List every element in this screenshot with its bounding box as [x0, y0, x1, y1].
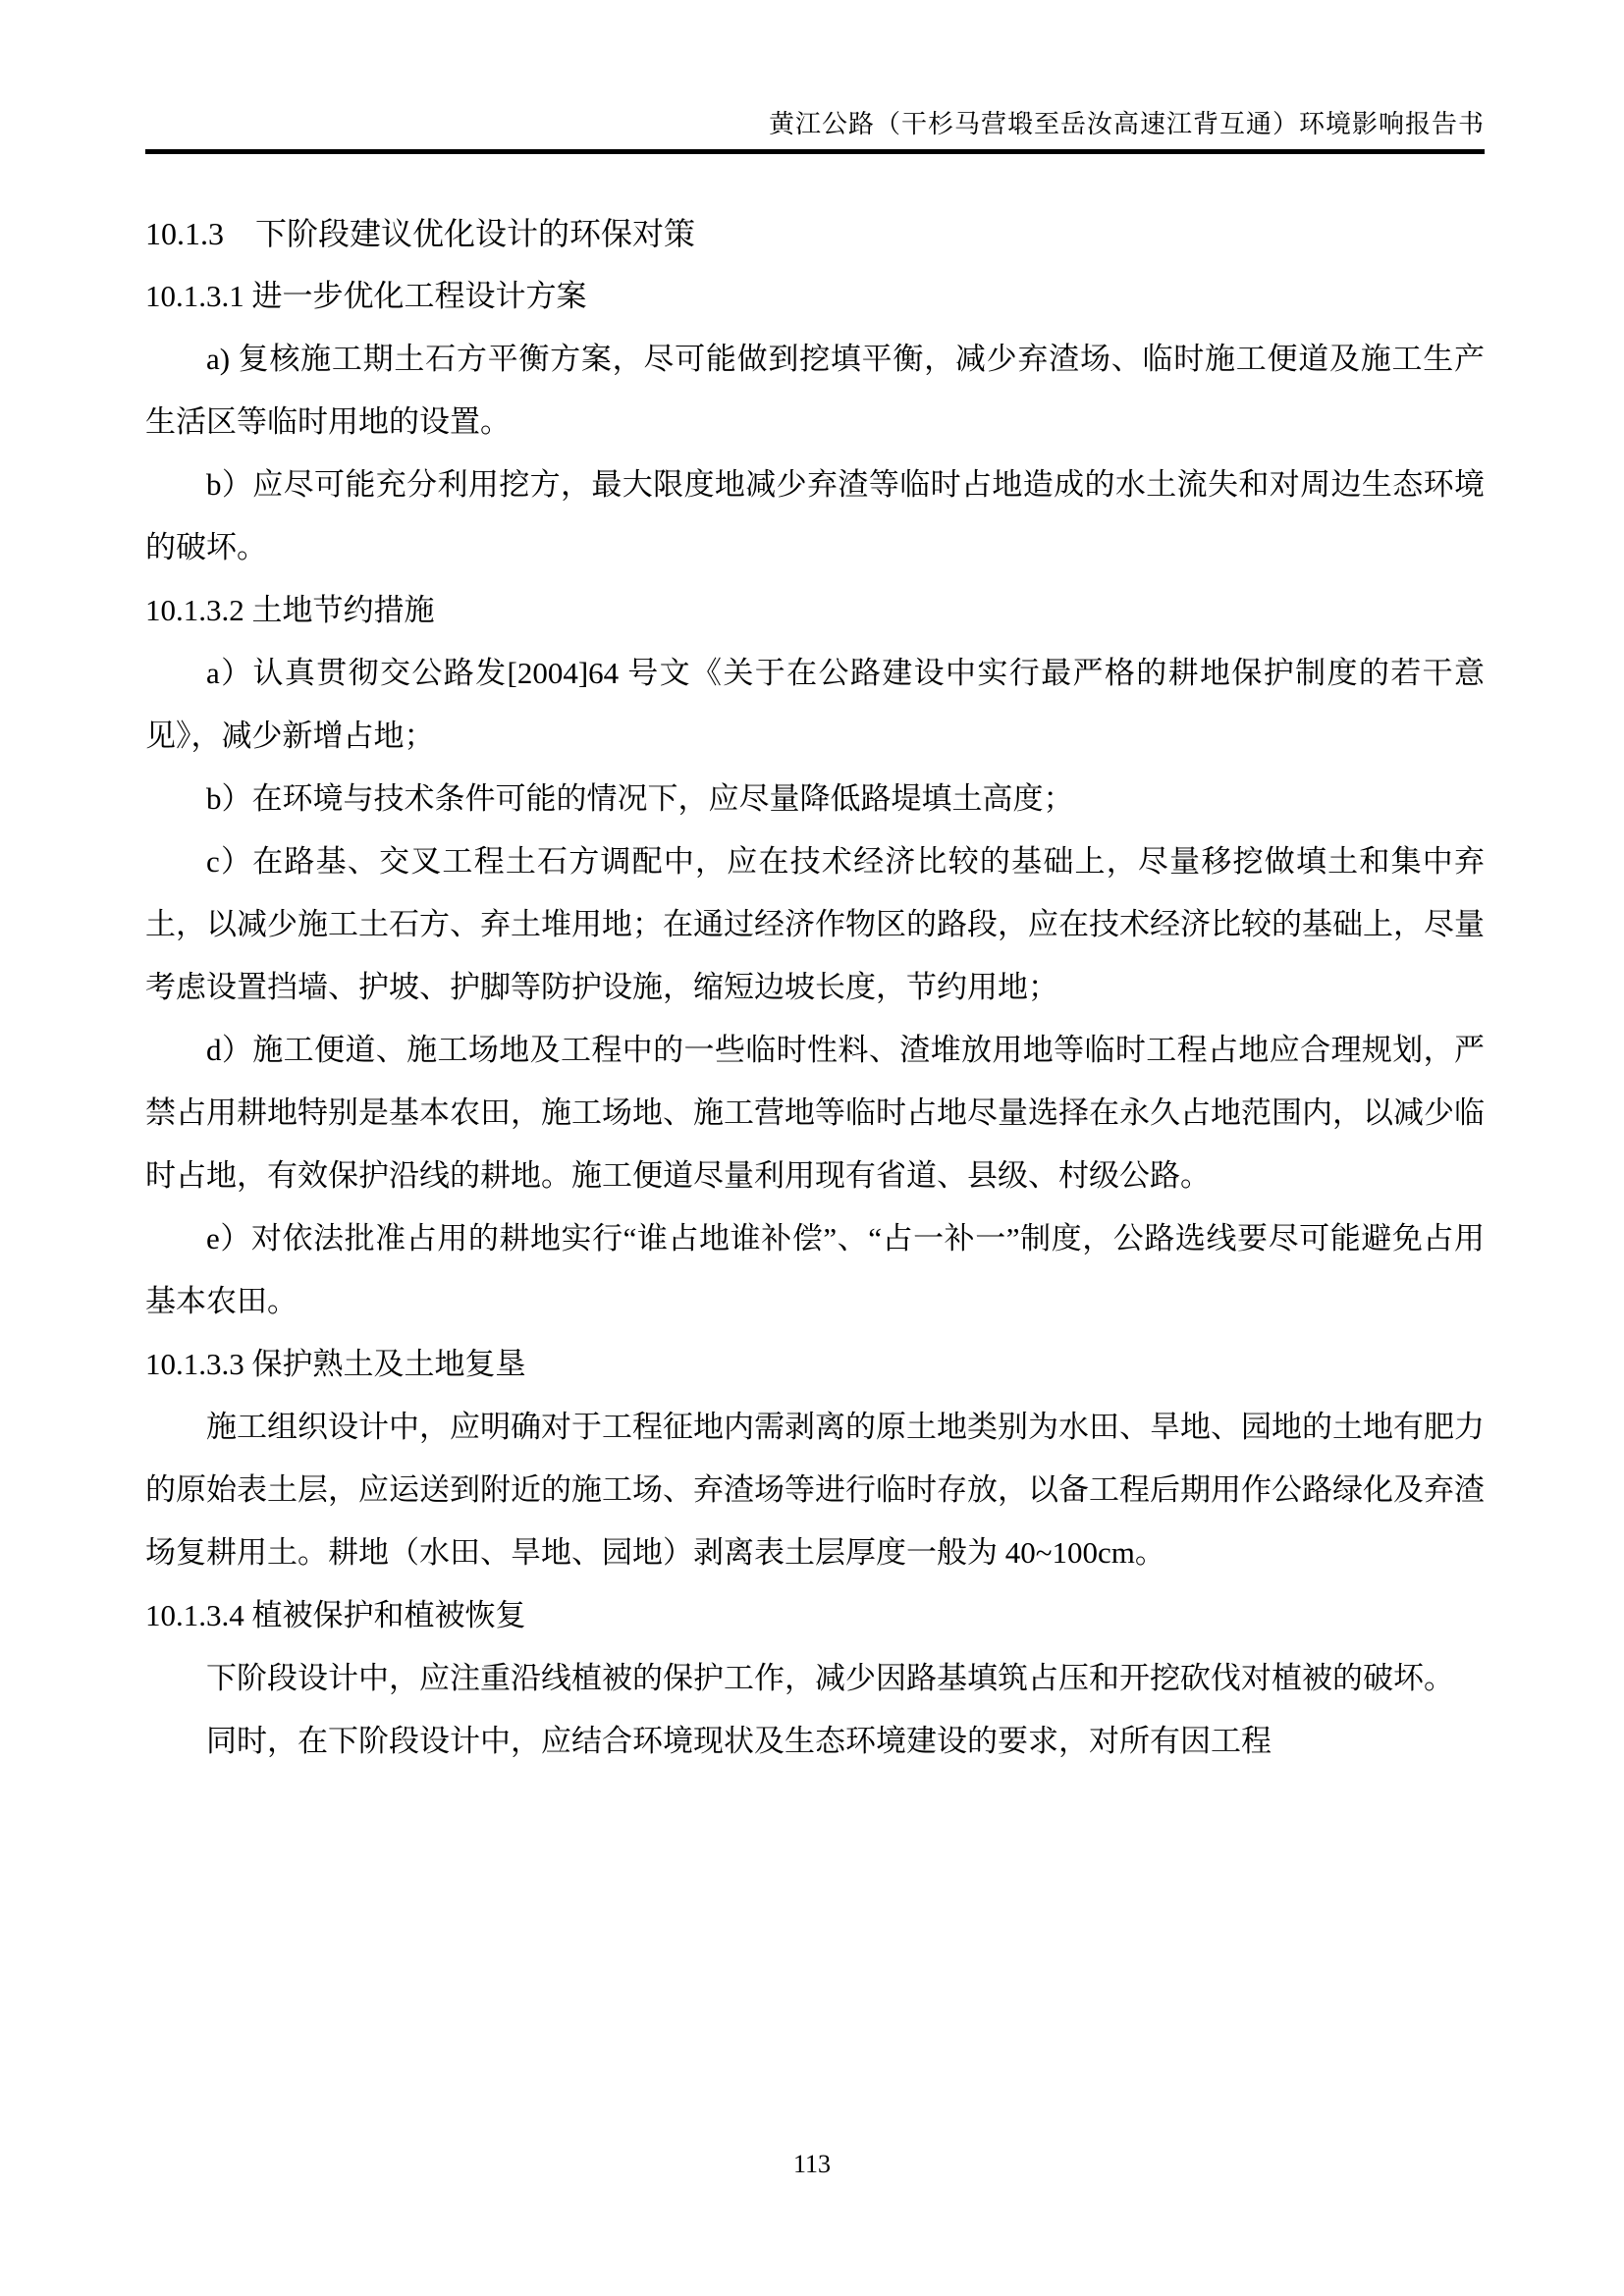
section-heading-10-1-3-2: 10.1.3.2 土地节约措施: [145, 593, 435, 627]
paragraph-item-a: a) 复核施工期土石方平衡方案，尽可能做到挖填平衡，减少弃渣场、临时施工便道及施工生产生活区等临时用地的设置。: [145, 342, 1485, 439]
page-header-title: 黄江公路（干杉马营塅至岳汝高速江背互通）环境影响报告书: [768, 110, 1485, 138]
section-heading-10-1-3: 10.1.3 下阶段建议优化设计的环保对策: [145, 216, 696, 251]
paragraph-vegetation-1: 下阶段设计中，应注重沿线植被的保护工作，减少因路基填筑占压和开挖砍伐对植被的破坏。: [206, 1661, 1454, 1695]
paragraph-vegetation-2: 同时，在下阶段设计中，应结合环境现状及生态环境建设的要求，对所有因工程: [206, 1724, 1272, 1758]
section-heading-10-1-3-1: 10.1.3.1 进一步优化工程设计方案: [145, 279, 587, 313]
paragraph-item-e2: e）对依法批准占用的耕地实行“谁占地谁补偿”、“占一补一”制度，公路选线要尽可能避免占用基本农田。: [145, 1221, 1485, 1318]
section-heading-10-1-3-3: 10.1.3.3 保护熟土及土地复垦: [145, 1347, 526, 1381]
paragraph-item-c2: c）在路基、交叉工程土石方调配中，应在技术经济比较的基础上，尽量移挖做填土和集中弃土，以减少施工土石方、弃土堆用地；在通过经济作物区的路段，应在技术经济比较的基础上，尽量考虑设置挡墙、护坡、护脚等防护设施，缩短边坡长度，节约用地；: [145, 844, 1485, 1004]
header-divider: [145, 149, 1485, 154]
paragraph-item-a2: a）认真贯彻交公路发[2004]64 号文《关于在公路建设中实行最严格的耕地保护制度的若干意见》，减少新增占地；: [145, 656, 1485, 753]
paragraph-item-b: b）应尽可能充分利用挖方，最大限度地减少弃渣等临时占地造成的水土流失和对周边生态环境的破坏。: [145, 467, 1485, 564]
section-heading-10-1-3-4: 10.1.3.4 植被保护和植被恢复: [145, 1598, 526, 1632]
paragraph-soil-reclamation: 施工组织设计中，应明确对于工程征地内需剥离的原土地类别为水田、旱地、园地的土地有肥力的原始表土层，应运送到附近的施工场、弃渣场等进行临时存放，以备工程后期用作公路绿化及弃渣场复耕用土。耕地（水田、旱地、园地）剥离表土层厚度一般为 40~100cm。: [145, 1410, 1485, 1570]
paragraph-item-d2: d）施工便道、施工场地及工程中的一些临时性料、渣堆放用地等临时工程占地应合理规划，严禁占用耕地特别是基本农田，施工场地、施工营地等临时占地尽量选择在永久占地范围内，以减少临时占地，有效保护沿线的耕地。施工便道尽量利用现有省道、县级、村级公路。: [145, 1033, 1485, 1193]
page-number: 113: [792, 2150, 832, 2178]
document-body: [145, 202, 1485, 1773]
paragraph-item-b2: b）在环境与技术条件可能的情况下，应尽量降低路堤填土高度；: [206, 781, 1074, 816]
